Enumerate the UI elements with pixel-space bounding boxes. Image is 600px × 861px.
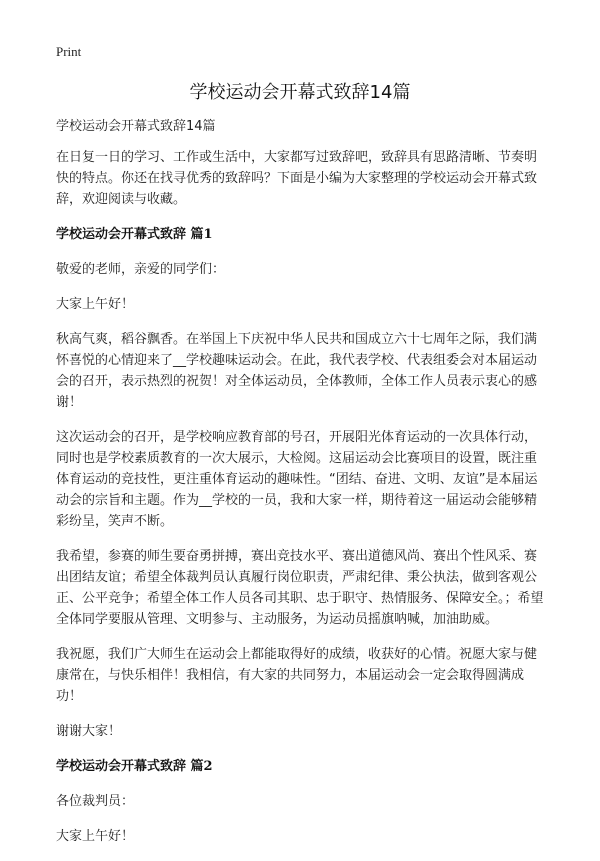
intro-subtitle: 学校运动会开幕式致辞14篇 xyxy=(56,119,216,134)
intro-paragraph: 在日复一日的学习、工作或生活中，大家都写过致辞吧，致辞具有思路清晰、节奏明快的特点。你还在找寻优秀的致辞吗？下面是小编为大家整理的学校运动会开幕式致辞，欢迎阅读与收藏。 xyxy=(56,150,538,207)
print-link[interactable]: Print xyxy=(56,44,82,59)
paragraph: 我祝愿，我们广大师生在运动会上都能取得好的成绩，收获好的心情。祝愿大家与健康常在，与快乐相伴！我相信，有大家的共同努力，本届运动会一定会取得圆满成功！ xyxy=(56,647,538,704)
paragraph: 敬爱的老师，亲爱的同学们： xyxy=(56,262,226,277)
paragraph: 谢谢大家！ xyxy=(56,724,122,739)
paragraph: 这次运动会的召开，是学校响应教育部的号召，开展阳光体育运动的一次具体行动，同时也是学校素质教育的一次大展示，大检阅。这届运动会比赛项目的设置，既注重体育运动的竞技性，更注重体育运动的趣味性。“团结、奋进、文明、友谊”是本届运动会的宗旨和主题。作为__学校的一员，我和大家一样，期待着这一届运动会能够精彩纷呈，笑声不断。 xyxy=(56,430,538,529)
paragraph: 我希望，参赛的师生要奋勇拼搏，赛出竞技水平、赛出道德风尚、赛出个性风采、赛出团结友谊；希望全体裁判员认真履行岗位职责，严肃纪律、秉公执法，做到客观公正、公平竞争；希望全体工作人员各司其职、忠于职守、热情服务、保障安全。；希望全体同学要服从管理、文明参与、主动服务，为运动员摇旗呐喊，加油助威。 xyxy=(56,549,544,627)
paragraph: 大家上午好！ xyxy=(56,829,135,844)
document-body xyxy=(56,116,546,861)
paragraph: 秋高气爽，稻谷飘香。在举国上下庆祝中华人民共和国成立六十七周年之际，我们满怀喜悦的心情迎来了__学校趣味运动会。在此，我代表学校、代表组委会对本届运动会的召开，表示热烈的祝贺！对全体运动员，全体教师，全体工作人员表示衷心的感谢！ xyxy=(56,332,538,410)
paragraph: 大家上午好！ xyxy=(56,297,135,312)
section-heading-2: 学校运动会开幕式致辞 篇2 xyxy=(56,759,213,774)
section-heading-1: 学校运动会开幕式致辞 篇1 xyxy=(56,227,213,242)
page-title: 学校运动会开幕式致辞14篇 xyxy=(189,82,411,103)
paragraph: 各位裁判员： xyxy=(56,794,135,809)
